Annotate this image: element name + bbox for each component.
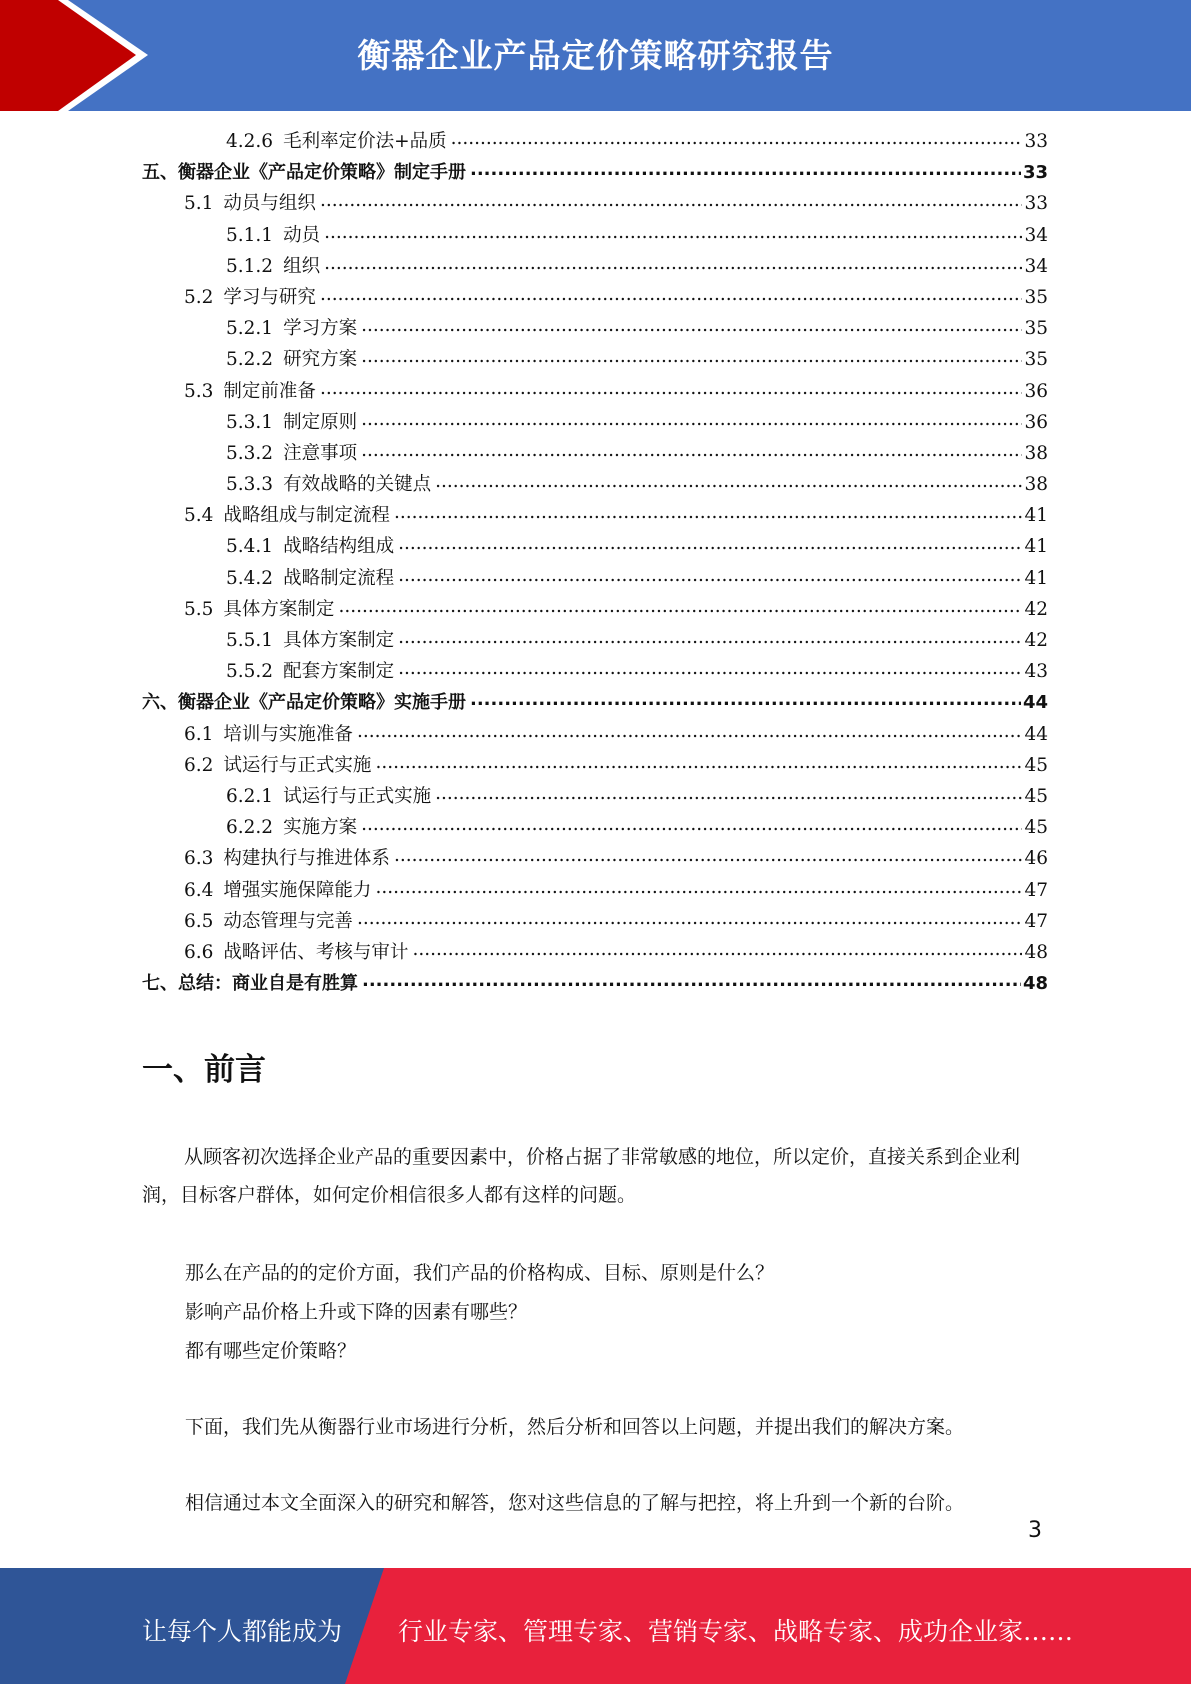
toc-entry-title: 六、衡器企业《产品定价策略》实施手册 [142,692,466,714]
toc-entry-title: 战略评估、考核与审计 [223,941,409,963]
toc-entry-number: 6.4 [184,879,214,901]
footer-slogan-left: 让每个人都能成为 [142,1617,343,1646]
toc-dot-leader [398,565,1022,584]
toc-entry[interactable] [142,127,1048,158]
toc-entry-number: 5.3.2 [226,442,274,464]
toc-entry-number: 4.2.6 [226,131,274,152]
toc-entry-title: 组织 [283,255,321,277]
toc-entry-number: 5.1.1 [226,224,274,246]
toc-dot-leader [412,939,1022,958]
toc-entry-page: 38 [1024,474,1048,496]
toc-entry-title: 注意事项 [283,442,358,464]
toc-entry-number: 6.6 [184,941,214,963]
toc-entry[interactable] [142,813,1048,844]
toc-entry-page: 42 [1024,598,1048,620]
toc-entry-page: 48 [1024,941,1048,963]
toc-entry-title: 动员 [283,224,321,246]
toc-entry-page: 34 [1024,224,1048,246]
toc-entry-number: 5.3 [184,380,214,402]
toc-entry-title: 动态管理与完善 [223,910,353,932]
toc-dot-leader [324,222,1022,241]
toc-entry-number: 5.1.2 [226,255,274,277]
question-line-1: 那么在产品的的定价方面，我们产品的价格构成、目标、原则是什么？ [185,1262,775,1284]
toc-entry[interactable] [142,314,1048,345]
toc-dot-leader [338,596,1022,615]
toc-entry-title: 动员与组织 [223,193,316,215]
toc-dot-leader [435,472,1022,491]
toc-entry[interactable] [142,408,1048,439]
toc-entry-number: 5.1 [184,193,214,215]
toc-dot-leader [375,877,1022,896]
toc-entry-title: 战略制定流程 [283,567,395,589]
toc-dot-leader [357,908,1023,927]
toc-dot-leader [320,191,1023,210]
toc-entry-number: 5.5.1 [226,630,274,651]
toc-entry[interactable] [142,751,1048,782]
toc-dot-leader [375,752,1022,771]
toc-dot-leader [362,971,1021,989]
toc-entry[interactable] [142,844,1048,875]
toc-entry[interactable] [142,439,1048,470]
toc-entry[interactable] [142,470,1048,501]
toc-entry-title: 学习与研究 [223,286,316,308]
toc-entry-page: 48 [1022,973,1048,995]
toc-entry-title: 五、衡器企业《产品定价策略》制定手册 [142,162,466,184]
toc-dot-leader [320,284,1023,303]
toc-dot-leader [361,316,1022,335]
toc-entry-number: 6.1 [184,723,214,745]
toc-dot-leader [394,503,1023,522]
toc-entry-title: 学习方案 [283,318,358,340]
toc-dot-leader [398,628,1022,647]
toc-entry-number: 5.3.1 [226,411,274,433]
toc-entry-title: 毛利率定价法+品质 [283,131,447,152]
toc-entry-page: 45 [1024,754,1048,776]
toc-entry[interactable] [142,876,1048,907]
toc-dot-leader [470,690,1021,708]
toc-entry-title: 战略结构组成 [283,536,395,558]
toc-entry[interactable] [142,657,1048,688]
toc-entry-title: 试运行与正式实施 [283,785,432,807]
toc-dot-leader [320,378,1023,397]
toc-entry-title: 具体方案制定 [283,630,395,651]
toc-entry-number: 5.5 [184,598,214,620]
toc-entry-page: 36 [1024,411,1048,433]
analysis-paragraph: 下面，我们先从衡器行业市场进行分析，然后分析和回答以上问题，并提出我们的解决方案。 [185,1416,965,1438]
toc-entry-title: 培训与实施准备 [223,723,353,745]
toc-entry-page: 38 [1024,442,1048,464]
toc-entry-title: 构建执行与推进体系 [223,848,390,870]
toc-entry-number: 6.5 [184,910,214,932]
toc-entry-page: 47 [1024,879,1048,901]
toc-entry-page: 35 [1024,318,1048,340]
page-footer [0,1568,1191,1684]
toc-entry-number: 6.2.2 [226,817,274,839]
toc-entry[interactable] [142,283,1048,314]
toc-entry-page: 47 [1024,910,1048,932]
toc-entry-title: 增强实施保障能力 [223,879,372,901]
question-line-3: 都有哪些定价策略？ [185,1340,357,1362]
toc-entry-number: 5.4.1 [226,536,274,558]
toc-entry-page: 46 [1024,848,1048,870]
toc-entry-page: 44 [1022,692,1048,714]
toc-entry-number: 5.4.2 [226,567,274,589]
toc-entry-page: 42 [1024,630,1048,651]
toc-entry[interactable] [142,189,1048,220]
toc-entry-number: 5.3.3 [226,474,274,496]
toc-entry[interactable] [142,377,1048,408]
toc-entry-page: 45 [1024,817,1048,839]
closing-paragraph: 相信通过本文全面深入的研究和解答，您对这些信息的了解与把控，将上升到一个新的台阶。 [185,1492,965,1514]
toc-entry-title: 七、总结：商业自是有胜算 [142,973,358,995]
question-line-2: 影响产品价格上升或下降的因素有哪些？ [185,1301,528,1323]
toc-entry[interactable] [142,969,1048,1000]
toc-entry-number: 5.5.2 [226,661,274,683]
toc-entry-page: 36 [1024,380,1048,402]
toc-entry-title: 具体方案制定 [223,598,335,620]
toc-entry-page: 41 [1024,567,1048,589]
intro-paragraph: 从顾客初次选择企业产品的重要因素中，价格占据了非常敏感的地位，所以定价，直接关系到企业利润，目标客户群体，如何定价相信很多人都有这样的问题。 [142,1146,1021,1206]
toc-entry-number: 5.2.1 [226,318,274,340]
toc-entry[interactable] [142,252,1048,283]
toc-entry-number: 5.2.2 [226,349,274,371]
toc-dot-leader [361,347,1022,366]
toc-entry-number: 5.2 [184,286,214,308]
toc-entry[interactable] [142,532,1048,563]
toc-dot-leader [451,129,1023,148]
toc-entry-page: 45 [1024,785,1048,807]
toc-entry-page: 33 [1022,162,1048,184]
toc-entry-page: 35 [1024,349,1048,371]
toc-entry-number: 6.2.1 [226,785,274,807]
toc-entry-title: 配套方案制定 [283,661,395,683]
toc-entry[interactable] [142,345,1048,376]
toc-entry[interactable] [142,626,1048,657]
toc-entry-title: 制定原则 [283,411,358,433]
toc-entry-title: 战略组成与制定流程 [223,505,390,527]
toc-entry-title: 试运行与正式实施 [223,754,372,776]
toc-entry-page: 44 [1024,723,1048,745]
toc-entry-number: 5.4 [184,505,214,527]
document-title: 衡器企业产品定价策略研究报告 [357,36,834,75]
toc-entry-title: 制定前准备 [223,380,316,402]
table-of-contents [142,127,1048,1000]
toc-entry-number: 6.2 [184,754,214,776]
footer-slogan-right: 行业专家、管理专家、营销专家、战略专家、成功企业家…… [398,1617,1074,1646]
toc-entry-page: 43 [1024,661,1048,683]
toc-entry[interactable] [142,720,1048,751]
toc-dot-leader [361,409,1022,428]
toc-entry[interactable] [142,501,1048,532]
toc-entry[interactable] [142,158,1048,189]
toc-dot-leader [324,253,1022,272]
toc-entry[interactable] [142,907,1048,938]
toc-entry[interactable] [142,782,1048,813]
page-number: 3 [1028,1518,1042,1543]
page-header [0,0,1191,111]
toc-entry-page: 33 [1024,193,1048,215]
toc-dot-leader [361,440,1022,459]
toc-entry-page: 34 [1024,255,1048,277]
toc-entry-title: 实施方案 [283,817,358,839]
toc-entry[interactable] [142,595,1048,626]
toc-entry-title: 研究方案 [283,349,358,371]
toc-entry-page: 41 [1024,536,1048,558]
toc-entry[interactable] [142,938,1048,969]
toc-dot-leader [470,160,1021,178]
toc-dot-leader [357,721,1023,740]
toc-dot-leader [398,534,1022,553]
toc-dot-leader [394,846,1023,865]
toc-entry-page: 33 [1024,131,1048,152]
toc-dot-leader [435,783,1022,802]
toc-entry[interactable] [142,564,1048,595]
toc-entry-page: 35 [1024,286,1048,308]
toc-entry-number: 6.3 [184,848,214,870]
section-heading: 一、前言 [142,1052,266,1088]
toc-dot-leader [398,659,1022,678]
toc-entry-title: 有效战略的关键点 [283,474,432,496]
toc-entry[interactable] [142,221,1048,252]
toc-dot-leader [361,815,1022,834]
toc-entry[interactable] [142,688,1048,719]
toc-entry-page: 41 [1024,505,1048,527]
